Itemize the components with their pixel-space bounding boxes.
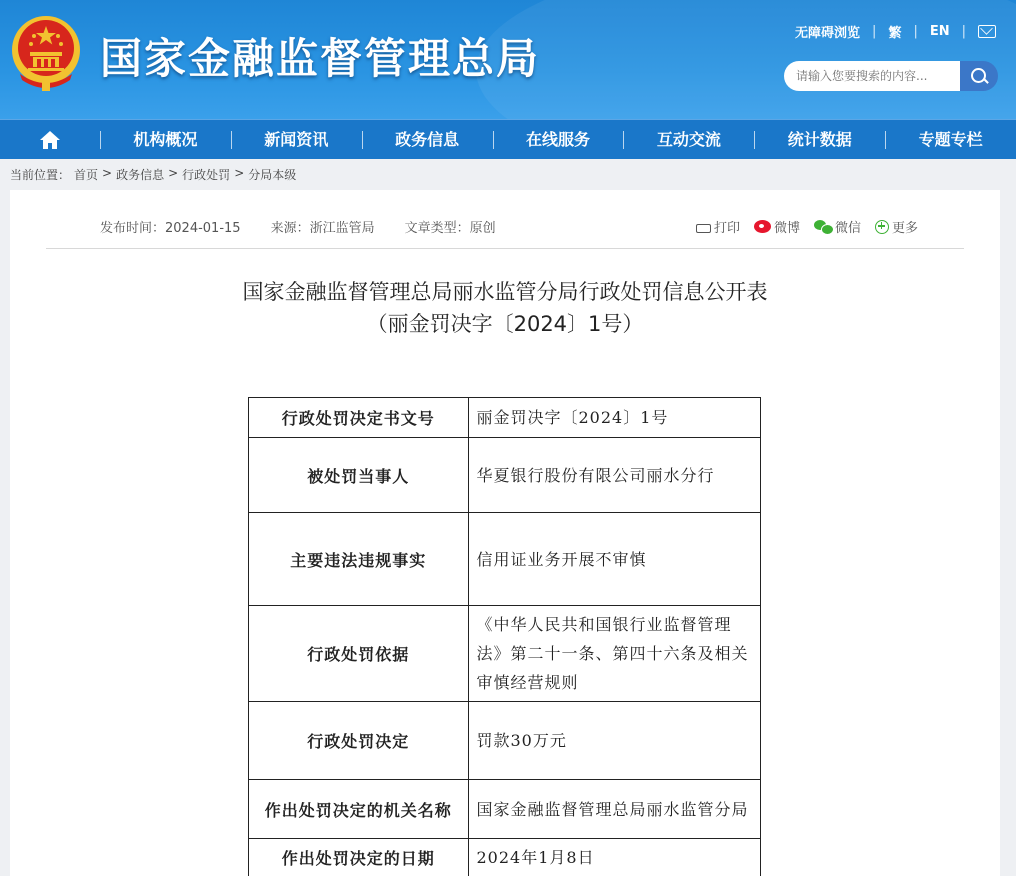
table-key: 作出处罚决定的日期 (249, 839, 469, 876)
accessibility-link[interactable]: 无障碍浏览 (795, 26, 861, 41)
table-value: 罚款30万元 (468, 702, 761, 780)
plus-icon (875, 220, 889, 234)
print-label: 打印 (713, 221, 740, 236)
penalty-info-table (248, 397, 761, 876)
nav-item-about[interactable]: 机构概况 (100, 120, 231, 160)
national-emblem-icon (10, 14, 82, 92)
link-separator: | (913, 24, 918, 39)
traditional-chinese-link[interactable]: 繁 (888, 26, 902, 41)
breadcrumb-label: 当前位置： (10, 168, 71, 182)
article-source: 来源：浙江监管局 (270, 221, 375, 236)
table-key: 主要违法违规事实 (249, 513, 469, 606)
search-box (784, 61, 998, 91)
table-key: 行政处罚依据 (249, 606, 469, 702)
table-row (249, 513, 761, 606)
wechat-icon (814, 220, 832, 233)
meta-divider (46, 248, 964, 249)
article-title-line1: 国家金融监督管理总局丽水监管分局行政处罚信息公开表 (242, 280, 768, 304)
weibo-label: 微博 (773, 221, 800, 236)
weibo-share-button[interactable] (754, 217, 800, 236)
header-decoration (476, 0, 1016, 119)
print-button[interactable] (696, 217, 740, 236)
nav-item-online-service[interactable]: 在线服务 (493, 120, 624, 160)
article-title-line2: （丽金罚决字〔2024〕1号） (366, 312, 644, 336)
nav-item-news[interactable]: 新闻资讯 (231, 120, 362, 160)
article-meta (100, 217, 496, 236)
breadcrumb-government-info[interactable]: 政务信息 (116, 168, 165, 182)
table-row (249, 780, 761, 839)
publish-time: 发布时间：2024-01-15 (100, 221, 241, 236)
nav-item-topics[interactable]: 专题专栏 (885, 120, 1016, 160)
article-card (10, 190, 1000, 876)
table-row (249, 702, 761, 780)
nav-item-interaction[interactable]: 互动交流 (623, 120, 754, 160)
search-icon[interactable] (960, 61, 998, 91)
table-value: 《中华人民共和国银行业监督管理法》第二十一条、第四十六条及相关审慎经营规则 (468, 606, 761, 702)
link-separator: | (872, 24, 877, 39)
site-header (0, 0, 1016, 119)
table-row (249, 398, 761, 438)
nav-item-government-info[interactable]: 政务信息 (362, 120, 493, 160)
table-value: 2024年1月8日 (468, 839, 761, 876)
breadcrumb-penalty[interactable]: 行政处罚 (182, 168, 231, 182)
nav-item-statistics[interactable]: 统计数据 (754, 120, 885, 160)
breadcrumb-separator: > (102, 166, 113, 180)
more-label: 更多 (891, 221, 918, 236)
table-value: 信用证业务开展不审慎 (468, 513, 761, 606)
breadcrumb (10, 166, 296, 183)
main-nav (0, 119, 1016, 159)
mail-icon[interactable] (978, 25, 996, 38)
article-title (10, 276, 1000, 340)
wechat-label: 微信 (834, 221, 861, 236)
breadcrumb-home[interactable]: 首页 (74, 168, 99, 182)
breadcrumb-separator: > (168, 166, 179, 180)
wechat-share-button[interactable] (814, 217, 861, 236)
share-bar (696, 217, 918, 236)
table-key: 行政处罚决定 (249, 702, 469, 780)
table-value: 国家金融监督管理总局丽水监管分局 (468, 780, 761, 839)
table-key: 作出处罚决定的机关名称 (249, 780, 469, 839)
site-title: 国家金融监督管理总局 (100, 34, 541, 83)
article-type: 文章类型：原创 (404, 221, 496, 236)
table-key: 行政处罚决定书文号 (249, 398, 469, 438)
top-links (795, 22, 996, 41)
print-icon (696, 224, 711, 233)
breadcrumb-branch[interactable]: 分局本级 (248, 168, 297, 182)
link-separator: | (961, 24, 966, 39)
breadcrumb-separator: > (234, 166, 245, 180)
table-key: 被处罚当事人 (249, 438, 469, 513)
table-value: 华夏银行股份有限公司丽水分行 (468, 438, 761, 513)
table-row (249, 438, 761, 513)
table-row (249, 606, 761, 702)
more-share-button[interactable] (875, 217, 918, 236)
home-icon (39, 130, 61, 150)
nav-home[interactable] (0, 120, 100, 160)
weibo-icon (754, 220, 771, 233)
english-link[interactable]: EN (929, 24, 950, 39)
table-row (249, 839, 761, 876)
table-value: 丽金罚决字〔2024〕1号 (468, 398, 761, 438)
search-input[interactable] (784, 61, 960, 91)
